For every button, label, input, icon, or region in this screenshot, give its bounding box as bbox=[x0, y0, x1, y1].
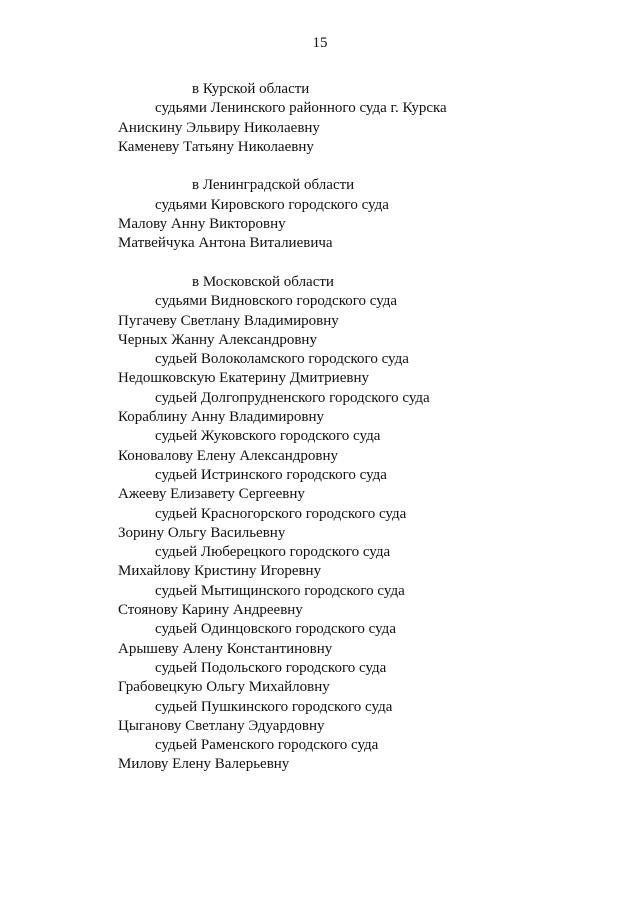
judge-name: Пугачеву Светлану Владимировну bbox=[118, 312, 339, 329]
court-line: судьями Видновского городского суда bbox=[155, 293, 398, 310]
page-number: 15 bbox=[312, 35, 328, 51]
appointment-list bbox=[118, 80, 618, 775]
region-heading: в Московской области bbox=[192, 273, 334, 290]
court-line: судьями Ленинского районного суда г. Курска bbox=[155, 100, 447, 117]
judge-name: Ажееву Елизавету Сергеевну bbox=[118, 486, 305, 503]
judge-name: Зорину Ольгу Васильевну bbox=[118, 524, 286, 541]
block-spacer bbox=[118, 254, 618, 273]
court-line: судьей Мытищинского городского суда bbox=[155, 582, 405, 599]
judge-name: Грабовецкую Ольгу Михайловну bbox=[118, 679, 330, 696]
judge-name: Стоянову Карину Андреевну bbox=[118, 602, 303, 619]
block-spacer bbox=[118, 157, 618, 176]
court-line: судьей Люберецкого городского суда bbox=[155, 544, 391, 561]
region-heading: в Ленинградской области bbox=[192, 177, 355, 194]
judge-name: Анискину Эльвиру Николаевну bbox=[118, 119, 320, 136]
judge-name: Кораблину Анну Владимировну bbox=[118, 409, 325, 426]
judge-name: Цыганову Светлану Эдуардовну bbox=[118, 717, 325, 734]
court-line: судьей Пушкинского городского суда bbox=[155, 698, 393, 715]
judge-name: Коновалову Елену Александровну bbox=[118, 447, 339, 464]
court-line: судьей Одинцовского городского суда bbox=[155, 621, 396, 638]
court-line: судьей Жуковского городского суда bbox=[155, 428, 381, 445]
judge-name: Милову Елену Валерьевну bbox=[118, 756, 290, 773]
region-heading: в Курской области bbox=[192, 81, 310, 97]
court-line: судьей Долгопрудненского городского суда bbox=[155, 389, 430, 406]
court-line: судьей Красногорского городского суда bbox=[155, 505, 407, 522]
court-line: судьей Истринского городского суда bbox=[155, 466, 387, 483]
judge-name: Арышеву Алену Константиновну bbox=[118, 640, 333, 657]
judge-name: Михайлову Кристину Игоревну bbox=[118, 563, 322, 580]
judge-name: Каменеву Татьяну Николаевну bbox=[118, 138, 314, 155]
judge-name: Черных Жанну Александровну bbox=[118, 331, 317, 348]
judge-name: Малову Анну Викторовну bbox=[118, 216, 286, 233]
court-line: судьей Раменского городского суда bbox=[155, 737, 379, 754]
judge-name: Недошковскую Екатерину Дмитриевну bbox=[118, 370, 369, 387]
court-line: судьей Волоколамского городского суда bbox=[155, 351, 409, 368]
court-line: судьями Кировского городского суда bbox=[155, 196, 389, 213]
court-line: судьей Подольского городского суда bbox=[155, 659, 387, 676]
judge-name: Матвейчука Антона Виталиевича bbox=[118, 235, 333, 252]
